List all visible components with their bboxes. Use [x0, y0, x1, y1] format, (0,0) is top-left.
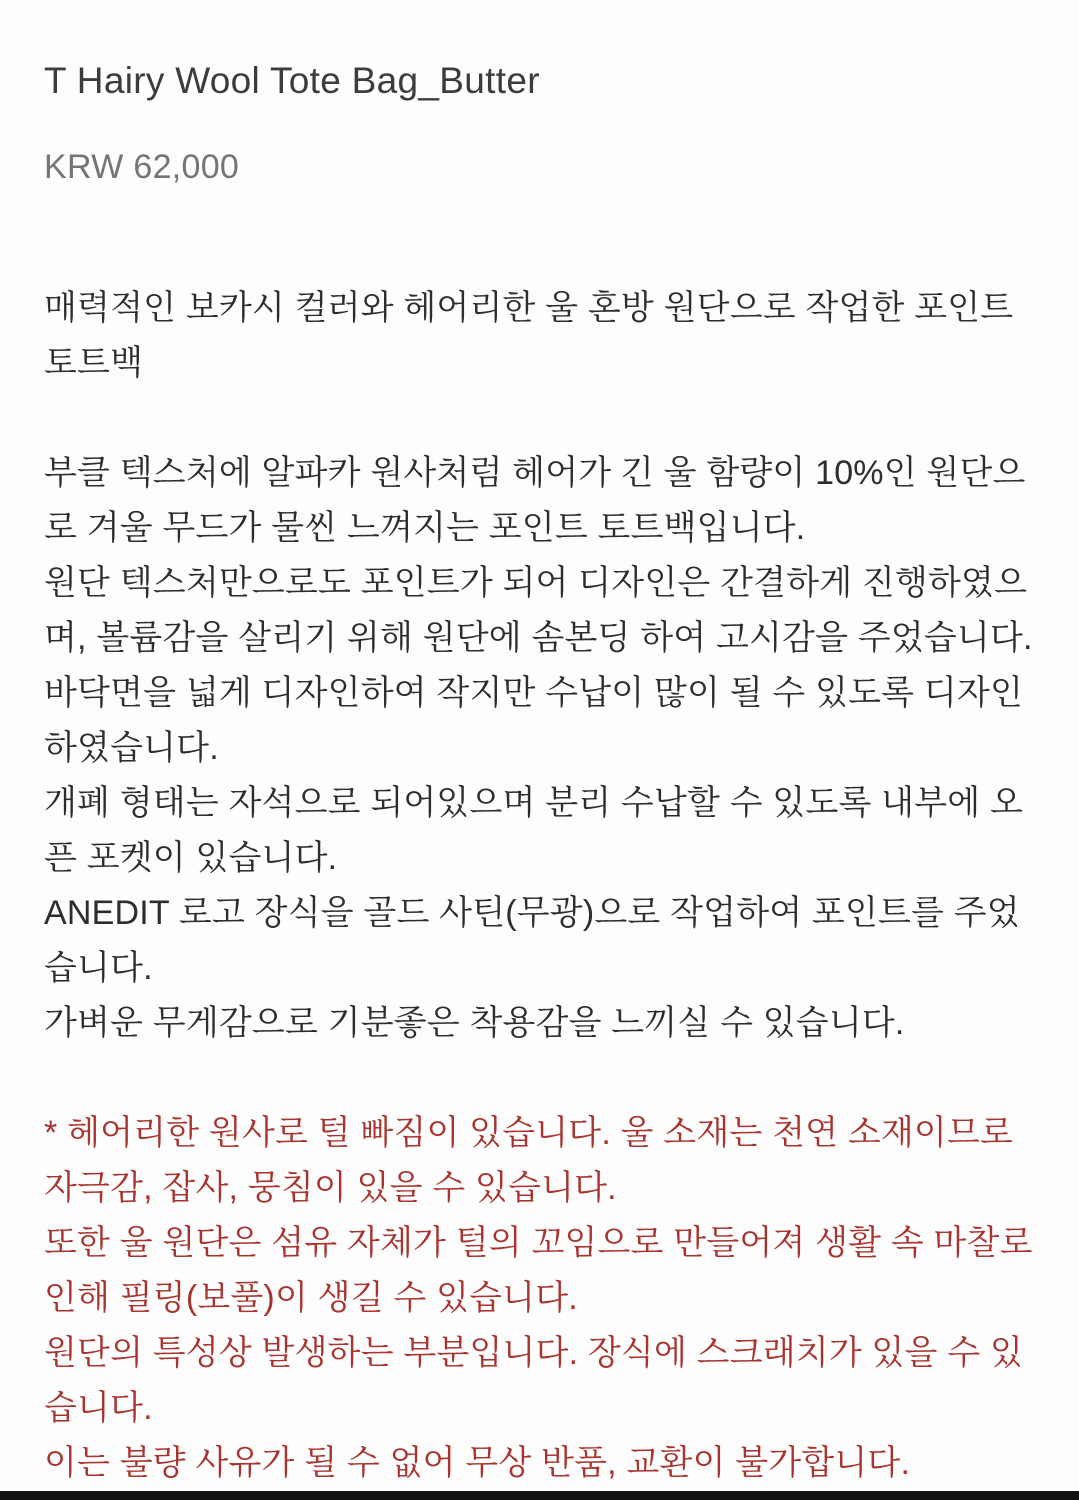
description-details: [44, 446, 1035, 1051]
product-price: KRW 62,000: [44, 148, 240, 186]
warning-sentence: 또한 울 원단은 섬유 자체가 털의 꼬임으로 만들어져 생활 속 마찰로 인해 필링(보풀)이 생길 수 있습니다.: [44, 1224, 1033, 1317]
warning-sentence: 이는 불량 사유가 될 수 없어 무상 반품, 교환이 불가합니다.: [44, 1444, 911, 1482]
detail-sentence: 부클 텍스처에 알파카 원사처럼 헤어가 긴 울 함량이 10%인 원단으로 겨울 무드가 물씬 느껴지는 포인트 토트백입니다.: [44, 454, 1026, 547]
warning-sentence: 원단의 특성상 발생하는 부분입니다. 장식에 스크래치가 있을 수 있습니다.: [44, 1334, 1024, 1427]
bottom-bar: [0, 1491, 1079, 1500]
warning-sentence: * 헤어리한 원사로 털 빠짐이 있습니다. 울 소재는 천연 소재이므로 자극감, 잡사, 뭉침이 있을 수 있습니다.: [44, 1114, 1014, 1207]
detail-sentence: 가벼운 무게감으로 기분좋은 착용감을 느끼실 수 있습니다.: [44, 1004, 905, 1042]
detail-sentence: 원단 텍스처만으로도 포인트가 되어 디자인은 간결하게 진행하였으며, 볼륨감을 살리기 위해 원단에 솜본딩 하여 고시감을 주었습니다.: [44, 564, 1033, 657]
product-description: [44, 281, 1035, 1491]
detail-sentence: ANEDIT 로고 장식을 골드 사틴(무광)으로 작업하여 포인트를 주었습니다.: [44, 894, 1020, 987]
description-intro: 매력적인 보카시 컬러와 헤어리한 울 혼방 원단으로 작업한 포인트 토트백: [44, 289, 1014, 382]
detail-sentence: 바닥면을 넓게 디자인하여 작지만 수납이 많이 될 수 있도록 디자인하였습니다.: [44, 674, 1024, 767]
detail-sentence: 개폐 형태는 자석으로 되어있으며 분리 수납할 수 있도록 내부에 오픈 포켓이 있습니다.: [44, 784, 1024, 877]
product-title: T Hairy Wool Tote Bag_Butter: [44, 60, 540, 101]
description-warnings: [44, 1106, 1035, 1491]
